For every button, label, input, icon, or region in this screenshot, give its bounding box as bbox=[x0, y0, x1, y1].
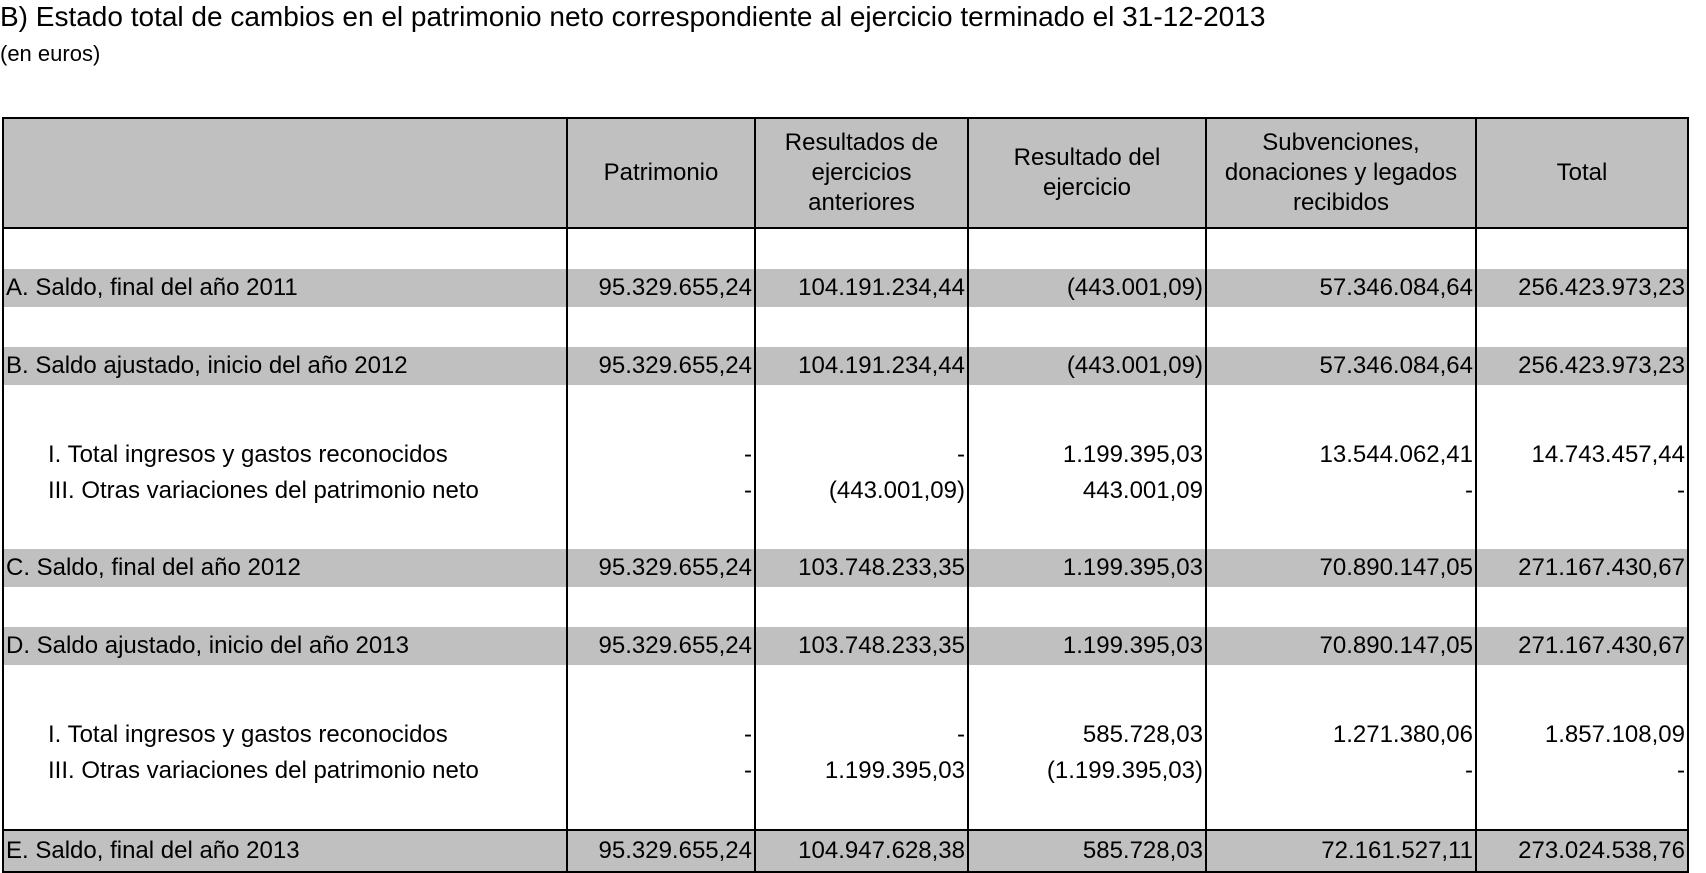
cell-resultado-ejercicio: 585.728,03 bbox=[968, 830, 1206, 872]
cell-patrimonio: 95.329.655,24 bbox=[567, 347, 755, 385]
cell-resultado-ejercicio: 443.001,09 bbox=[968, 473, 1206, 509]
cell-patrimonio: - bbox=[567, 717, 755, 753]
currency-note: (en euros) bbox=[0, 41, 101, 66]
cell-subvenciones: - bbox=[1206, 753, 1476, 789]
cell-resultado-ejercicio: 1.199.395,03 bbox=[968, 549, 1206, 587]
row-label: I. Total ingresos y gastos reconocidos bbox=[3, 437, 567, 473]
cell-resultados-anteriores: 103.748.233,35 bbox=[755, 549, 968, 587]
cell-total: 256.423.973,23 bbox=[1476, 269, 1688, 307]
header-subvenciones: Subvenciones, donaciones y legados recibidos bbox=[1206, 118, 1476, 228]
cell-total: 271.167.430,67 bbox=[1476, 549, 1688, 587]
cell-resultado-ejercicio: 585.728,03 bbox=[968, 717, 1206, 753]
cell-resultados-anteriores: 104.191.234,44 bbox=[755, 347, 968, 385]
header-concept bbox=[3, 118, 567, 228]
cell-patrimonio: 95.329.655,24 bbox=[567, 269, 755, 307]
cell-resultado-ejercicio: 1.199.395,03 bbox=[968, 437, 1206, 473]
table-row-saldo-c bbox=[3, 549, 1688, 587]
table-row-otras-2013 bbox=[3, 753, 1688, 789]
cell-total: 273.024.538,76 bbox=[1476, 830, 1688, 872]
row-label: III. Otras variaciones del patrimonio neto bbox=[3, 753, 567, 789]
cell-resultados-anteriores: - bbox=[755, 437, 968, 473]
cell-subvenciones: 1.271.380,06 bbox=[1206, 717, 1476, 753]
cell-resultado-ejercicio: (443.001,09) bbox=[968, 269, 1206, 307]
cell-total: 256.423.973,23 bbox=[1476, 347, 1688, 385]
equity-changes-table bbox=[2, 117, 1689, 873]
row-label: E. Saldo, final del año 2013 bbox=[3, 830, 567, 872]
row-label: C. Saldo, final del año 2012 bbox=[3, 549, 567, 587]
cell-patrimonio: 95.329.655,24 bbox=[567, 627, 755, 665]
spacer-row bbox=[3, 509, 1688, 549]
cell-subvenciones: 13.544.062,41 bbox=[1206, 437, 1476, 473]
table-row-saldo-a bbox=[3, 269, 1688, 307]
cell-subvenciones: 57.346.084,64 bbox=[1206, 347, 1476, 385]
cell-resultados-anteriores: 1.199.395,03 bbox=[755, 753, 968, 789]
spacer-row bbox=[3, 665, 1688, 717]
header-resultado-ejercicio: Resultado del ejercicio bbox=[968, 118, 1206, 228]
cell-total: 14.743.457,44 bbox=[1476, 437, 1688, 473]
header-row bbox=[3, 118, 1688, 228]
cell-resultados-anteriores: 103.748.233,35 bbox=[755, 627, 968, 665]
row-label: III. Otras variaciones del patrimonio neto bbox=[3, 473, 567, 509]
cell-resultados-anteriores: (443.001,09) bbox=[755, 473, 968, 509]
cell-subvenciones: 57.346.084,64 bbox=[1206, 269, 1476, 307]
spacer-row bbox=[3, 228, 1688, 269]
row-label: A. Saldo, final del año 2011 bbox=[3, 269, 567, 307]
cell-patrimonio: - bbox=[567, 753, 755, 789]
cell-total: - bbox=[1476, 473, 1688, 509]
cell-resultados-anteriores: 104.947.628,38 bbox=[755, 830, 968, 872]
cell-patrimonio: 95.329.655,24 bbox=[567, 549, 755, 587]
cell-resultado-ejercicio: (443.001,09) bbox=[968, 347, 1206, 385]
cell-resultados-anteriores: 104.191.234,44 bbox=[755, 269, 968, 307]
cell-subvenciones: 70.890.147,05 bbox=[1206, 627, 1476, 665]
cell-subvenciones: 72.161.527,11 bbox=[1206, 830, 1476, 872]
spacer-row bbox=[3, 385, 1688, 437]
table-row-ingresos-2013 bbox=[3, 717, 1688, 753]
table-row-otras-2012 bbox=[3, 473, 1688, 509]
cell-resultados-anteriores: - bbox=[755, 717, 968, 753]
cell-resultado-ejercicio: (1.199.395,03) bbox=[968, 753, 1206, 789]
table-row-saldo-e bbox=[3, 830, 1688, 872]
cell-total: - bbox=[1476, 753, 1688, 789]
header-resultados-anteriores: Resultados de ejercicios anteriores bbox=[755, 118, 968, 228]
cell-subvenciones: 70.890.147,05 bbox=[1206, 549, 1476, 587]
cell-patrimonio: 95.329.655,24 bbox=[567, 830, 755, 872]
cell-patrimonio: - bbox=[567, 437, 755, 473]
table-row-saldo-d bbox=[3, 627, 1688, 665]
statement-title: B) Estado total de cambios en el patrimonio neto correspondiente al ejercicio terminado el 31-12-2013 bbox=[0, 1, 1266, 32]
header-patrimonio: Patrimonio bbox=[567, 118, 755, 228]
spacer-row bbox=[3, 587, 1688, 627]
cell-total: 271.167.430,67 bbox=[1476, 627, 1688, 665]
cell-subvenciones: - bbox=[1206, 473, 1476, 509]
table-row-ingresos-2012 bbox=[3, 437, 1688, 473]
spacer-row bbox=[3, 789, 1688, 830]
table-row-saldo-b bbox=[3, 347, 1688, 385]
spacer-row bbox=[3, 307, 1688, 347]
row-label: I. Total ingresos y gastos reconocidos bbox=[3, 717, 567, 753]
cell-total: 1.857.108,09 bbox=[1476, 717, 1688, 753]
cell-resultado-ejercicio: 1.199.395,03 bbox=[968, 627, 1206, 665]
header-total: Total bbox=[1476, 118, 1688, 228]
row-label: B. Saldo ajustado, inicio del año 2012 bbox=[3, 347, 567, 385]
row-label: D. Saldo ajustado, inicio del año 2013 bbox=[3, 627, 567, 665]
cell-patrimonio: - bbox=[567, 473, 755, 509]
